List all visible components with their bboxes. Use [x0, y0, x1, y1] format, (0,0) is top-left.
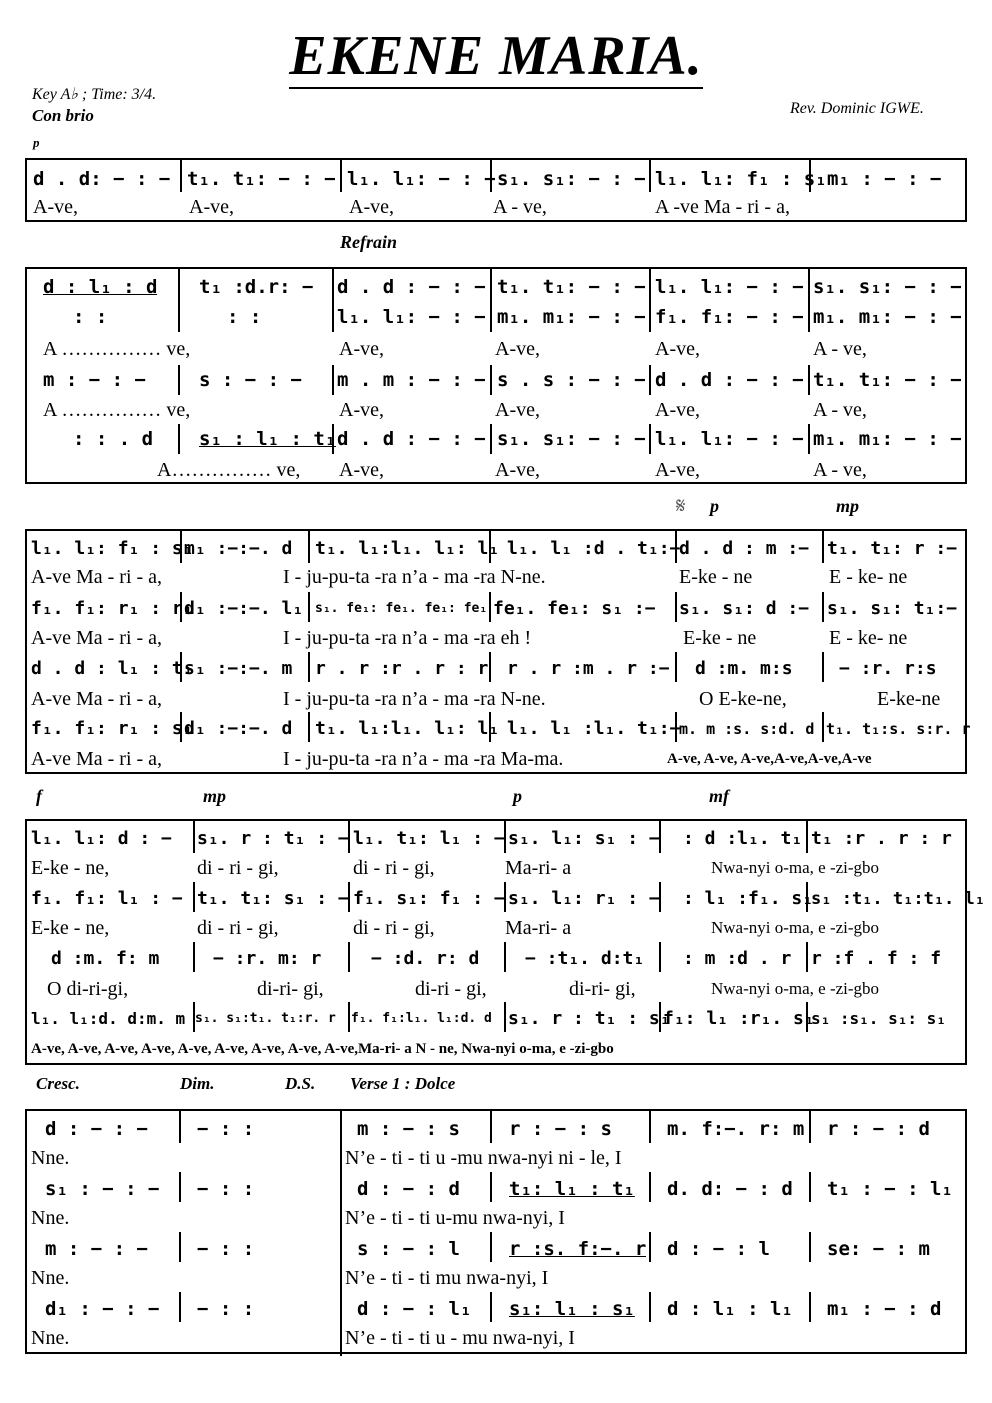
note-measure: m . m : − : − [337, 369, 486, 391]
lyric: A-ve Ma - ri - a, [31, 748, 163, 770]
notes-row [27, 365, 965, 395]
notes-row [27, 654, 965, 684]
note-measure: l₁. l₁: d : − [31, 828, 172, 849]
lyric: A - ve, [813, 338, 867, 360]
dim-label: Dim. [180, 1074, 215, 1093]
note-measure: : : [73, 306, 108, 328]
lyric: A-ve, A-ve, A-ve,A-ve,A-ve,A-ve [667, 751, 872, 767]
lyrics-row [27, 853, 965, 883]
note-measure: − : : [197, 1298, 255, 1320]
note-measure: d . d : − : − [655, 369, 804, 391]
lyrics-row [27, 192, 965, 222]
note-measure: − : : [197, 1118, 255, 1140]
cresc-label: Cresc. [36, 1074, 80, 1093]
lyric: A …………… ve, [43, 399, 191, 421]
note-measure: f₁: l₁ :r₁. s₁ [663, 1008, 815, 1029]
note-measure: t₁. t₁: − : − [187, 168, 336, 190]
note-measure: : m :d . r [683, 948, 792, 969]
note-measure: − :r. r:s [839, 658, 937, 679]
note-measure: f₁. s₁: f₁ : − [353, 888, 505, 909]
note-measure: s₁. l₁: r₁ : − [508, 888, 660, 909]
segno-icon: 𝄋 [676, 494, 686, 519]
note-measure: d . d : l₁ : t₁ [31, 658, 194, 679]
note-measure: r : − : s [509, 1118, 612, 1140]
note-measure: t₁. t₁: s₁ : − [197, 888, 349, 909]
lyric: A-ve, A-ve, A-ve, A-ve, A-ve, A-ve, A-ve, A-ve, A-ve,Ma-ri- a N - ne, Nwa-nyi o-ma, e -zi-gbo [31, 1041, 614, 1057]
lyric: A-ve, [349, 196, 394, 218]
dynamic-intro: p [33, 135, 40, 150]
note-measure: f₁. f₁:l₁. l₁:d. d [351, 1011, 492, 1026]
note-measure: l₁. l₁: − : − [655, 276, 804, 298]
lyric: Nne. [31, 1147, 70, 1169]
notes-row [27, 1174, 965, 1204]
note-measure: t₁. t₁: − : − [497, 276, 646, 298]
note-measure: t₁ : − : l₁ [827, 1178, 953, 1200]
lyric: O di-ri-gi, [47, 978, 129, 1000]
ds-label: D.S. [285, 1074, 316, 1093]
note-measure: d : − : l [667, 1238, 770, 1260]
lyric: I - ju-pu-ta -ra n’a - ma -ra Ma-ma. [283, 748, 564, 770]
note-measure: s₁ :−:−. m [184, 658, 293, 679]
notes-row [27, 884, 985, 914]
lyric: A-ve, [655, 399, 700, 421]
lyric: Ma-ri- a [505, 857, 572, 879]
lyrics-row [27, 395, 965, 425]
lyrics-row [27, 334, 965, 364]
lyrics-row [27, 913, 965, 943]
lyric: A-ve, [339, 399, 384, 421]
lyric: di-ri- gi, [569, 978, 636, 1000]
lyric: E-ke - ne [683, 627, 757, 649]
note-measure: m₁. m₁: − : − [813, 428, 962, 450]
lyric: N’e - ti - ti u -mu nwa-nyi ni - le, I [345, 1147, 622, 1169]
note-measure: s₁ : l₁ : t₁ [199, 428, 337, 450]
lyric: A …………… ve, [43, 338, 191, 360]
note-measure: m₁. m₁: − : − [497, 306, 646, 328]
note-measure: m. m :s. s:d. d [679, 720, 815, 738]
lyric: E-ke - ne, [31, 917, 110, 939]
note-measure: f₁. f₁: r₁ : r₁ [31, 598, 194, 619]
lyric: E-ke - ne, [31, 857, 110, 879]
note-measure: f₁. f₁: l₁ : − [31, 888, 183, 909]
note-measure: t₁ :d.r: − [199, 276, 314, 298]
lyric: A-ve, [495, 399, 540, 421]
lyrics-row [27, 1323, 965, 1353]
lyric: Nwa-nyi o-ma, e -zi-gbo [711, 918, 880, 937]
note-measure: s₁. s₁: − : − [497, 428, 646, 450]
lyric: E - ke- ne [829, 566, 908, 588]
notes-row [27, 1294, 965, 1324]
note-measure: d : − : d [357, 1178, 460, 1200]
note-measure: m : − : s [357, 1118, 460, 1140]
note-measure: d₁ :−:−. l₁ [184, 598, 304, 619]
notes-row [27, 272, 965, 302]
lyric: A-ve, [189, 196, 234, 218]
lyric: A - ve, [493, 196, 547, 218]
note-measure: fe₁. fe₁: s₁ :− [493, 598, 656, 619]
lyric: di - ri - gi, [197, 917, 279, 939]
lyric: I - ju-pu-ta -ra n’a - ma -ra N-ne. [283, 566, 546, 588]
dynamic-mf: mf [709, 786, 729, 806]
lyric: N’e - ti - ti u - mu nwa-nyi, I [345, 1327, 575, 1349]
note-measure: l₁. l₁: f₁ : s₁ [655, 168, 827, 190]
dynamic-p: p [513, 786, 522, 806]
note-measure: l₁. l₁: − : − [655, 428, 804, 450]
note-measure: d : − : l₁ [357, 1298, 472, 1320]
note-measure: s₁. fe₁: fe₁. fe₁: fe₁ [315, 601, 488, 616]
lyrics-row [27, 1203, 965, 1233]
notes-row [27, 164, 965, 194]
notes-row [27, 594, 965, 624]
note-measure: l₁. l₁ :l₁. t₁:− [507, 718, 681, 739]
section-verse-1 [25, 1109, 967, 1354]
note-measure: d₁ : − : − [45, 1298, 160, 1320]
notes-row [27, 424, 965, 454]
lyric: Nne. [31, 1267, 70, 1289]
note-measure: m : − : − [45, 1238, 148, 1260]
note-measure: s₁. r : t₁ : − [197, 828, 349, 849]
lyric: E-ke-ne [877, 688, 941, 710]
notes-row [27, 1004, 965, 1034]
lyric: Nwa-nyi o-ma, e -zi-gbo [711, 858, 880, 877]
note-measure: t₁: l₁ : t₁ [509, 1178, 635, 1200]
lyric: A-ve, [655, 459, 700, 481]
refrain-label: Refrain [340, 232, 398, 252]
note-measure: m : − : − [43, 369, 146, 391]
note-measure: − :t₁. d:t₁ [525, 948, 645, 969]
note-measure: : : [227, 306, 262, 328]
note-measure: f₁. f₁: − : − [655, 306, 804, 328]
lyric: A-ve, [33, 196, 78, 218]
note-measure: m₁ :−:−. d [184, 538, 293, 559]
note-measure: t₁. l₁:l₁. l₁: l₁ [315, 718, 500, 739]
note-measure: s . s : − : − [497, 369, 646, 391]
note-measure: m₁. m₁: − : − [813, 306, 962, 328]
notes-row [27, 1234, 965, 1264]
note-measure: d . d: − : − [33, 168, 171, 190]
lyrics-row [27, 1034, 965, 1064]
notes-row [27, 714, 971, 744]
section-refrain [25, 267, 967, 484]
lyric: A…………… ve, [157, 459, 301, 481]
note-measure: r . r :m . r :− [507, 658, 670, 679]
note-measure: d₁ :−:−. d [184, 718, 293, 739]
dynamic-mp: mp [203, 786, 227, 806]
lyric: A-ve Ma - ri - a, [31, 566, 163, 588]
note-measure: s : − : l [357, 1238, 460, 1260]
lyrics-row [27, 974, 965, 1004]
lyric: A-ve, [495, 338, 540, 360]
note-measure: s₁ :t₁. t₁:t₁. l₁ [811, 889, 985, 909]
note-measure: s₁. r : t₁ : s₁ [508, 1008, 671, 1029]
note-measure: t₁ :r . r : r [811, 828, 952, 849]
lyric: Nwa-nyi o-ma, e -zi-gbo [711, 979, 880, 998]
lyric: di-ri- gi, [257, 978, 324, 1000]
note-measure: t₁. t₁:s. s:r. r [826, 720, 971, 738]
lyric: di-ri - gi, [415, 978, 487, 1000]
note-measure: s₁. s₁: − : − [813, 276, 962, 298]
note-measure: r :f . f : f [811, 948, 942, 969]
note-measure: d . d : m :− [679, 538, 810, 559]
note-measure: s₁. s₁: d :− [679, 598, 810, 619]
lyric: di - ri - gi, [197, 857, 279, 879]
lyric: A-ve, [655, 338, 700, 360]
note-measure: s₁ : − : − [45, 1178, 160, 1200]
note-measure: l₁. l₁: − : − [347, 168, 496, 190]
lyrics-row [27, 744, 965, 774]
note-measure: r :s. f:−. r [509, 1238, 647, 1260]
lyric: A - ve, [813, 459, 867, 481]
lyric: Nne. [31, 1207, 70, 1229]
lyric: Ma-ri- a [505, 917, 572, 939]
dynamic-p: p [710, 496, 719, 516]
notes-row [27, 944, 965, 974]
note-measure: l₁. l₁:d. d:m. m [31, 1009, 186, 1028]
lyric: di - ri - gi, [353, 917, 435, 939]
note-measure: s₁. s₁: t₁:− [827, 598, 958, 619]
note-measure: − : : [197, 1238, 255, 1260]
lyrics-row [27, 623, 965, 653]
note-measure: l₁. l₁: f₁ : s₁ [31, 538, 194, 559]
note-measure: t₁. t₁: r :− [827, 538, 958, 559]
lyric: N’e - ti - ti u-mu nwa-nyi, I [345, 1207, 565, 1229]
lyrics-row [27, 562, 965, 592]
section-intro [25, 158, 967, 222]
lyric: O E-ke-ne, [699, 688, 787, 710]
note-measure: d. d: − : d [667, 1178, 793, 1200]
note-measure: m₁ : − : d [827, 1298, 942, 1320]
note-measure: d : l₁ : l₁ [667, 1298, 793, 1320]
note-measure: : l₁ :f₁. s₁ [683, 888, 814, 909]
lyrics-row [27, 684, 965, 714]
lyrics-row [27, 1263, 965, 1293]
note-measure: − :r. m: r [213, 948, 322, 969]
lyric: E - ke- ne [829, 627, 908, 649]
note-measure: s : − : − [199, 369, 302, 391]
lyric: A-ve Ma - ri - a, [31, 688, 163, 710]
note-measure: d :m. m:s [695, 658, 793, 679]
lyric: N’e - ti - ti mu nwa-nyi, I [345, 1267, 549, 1289]
lyric: E-ke - ne [679, 566, 753, 588]
dynamic-f: f [36, 786, 42, 806]
note-measure: f₁. f₁: r₁ : s₁ [31, 718, 194, 739]
note-measure: se: − : m [827, 1238, 930, 1260]
note-measure: s₁. s₁:t₁. t₁:r. r [195, 1011, 336, 1026]
note-measure: m₁ : − : − [827, 168, 942, 190]
lyric: A-ve, [339, 338, 384, 360]
note-measure: d . d : − : − [337, 428, 486, 450]
note-measure: s₁. l₁: s₁ : − [508, 828, 660, 849]
lyric: Nne. [31, 1327, 70, 1349]
section-verse-b [25, 819, 985, 1065]
note-measure: r . r :r . r : r [315, 658, 489, 679]
tempo-marking: Con brio [32, 106, 94, 125]
section-verse-a [25, 529, 971, 774]
dynamic-mp: mp [836, 496, 860, 516]
notes-row [27, 534, 965, 564]
lyric: A -ve Ma - ri - a, [655, 196, 790, 218]
note-measure: s₁ :s₁. s₁: s₁ [811, 1009, 946, 1028]
key-time-signature: Key A♭ ; Time: 3/4. [32, 86, 157, 103]
note-measure: d : l₁ : d [43, 276, 158, 298]
notes-row [27, 1114, 965, 1144]
note-measure: d : − : − [45, 1118, 148, 1140]
note-measure: m. f:−. r: m [667, 1118, 805, 1140]
lyric: A-ve Ma - ri - a, [31, 627, 163, 649]
note-measure: t₁. l₁:l₁. l₁: l₁ [315, 538, 500, 559]
verse-label: Verse 1 : Dolce [350, 1074, 456, 1093]
song-title: EKENE MARIA. [289, 25, 703, 87]
note-measure: l₁. t₁: l₁ : − [353, 828, 505, 849]
lyrics-row [27, 1143, 965, 1173]
lyric: A-ve, [339, 459, 384, 481]
note-measure: s₁: l₁ : s₁ [509, 1298, 635, 1320]
note-measure: − :d. r: d [371, 948, 480, 969]
note-measure: t₁. t₁: − : − [813, 369, 962, 391]
lyric: A - ve, [813, 399, 867, 421]
note-measure: l₁. l₁: − : − [337, 306, 486, 328]
lyric: A-ve, [495, 459, 540, 481]
note-measure: l₁. l₁ :d . t₁:− [507, 538, 681, 559]
note-measure: s₁. s₁: − : − [497, 168, 646, 190]
note-measure: − : : [197, 1178, 255, 1200]
lyric: I - ju-pu-ta -ra n’a - ma -ra N-ne. [283, 688, 546, 710]
note-measure: r : − : d [827, 1118, 930, 1140]
lyric: di - ri - gi, [353, 857, 435, 879]
note-measure: : d :l₁. t₁ [683, 828, 803, 849]
lyrics-row [27, 455, 965, 485]
lyric: I - ju-pu-ta -ra n’a - ma -ra eh ! [283, 627, 532, 649]
note-measure: : : . d [73, 428, 154, 450]
note-measure: d . d : − : − [337, 276, 486, 298]
notes-row [27, 824, 965, 854]
note-measure: d :m. f: m [51, 948, 160, 969]
composer: Rev. Dominic IGWE. [790, 100, 924, 117]
notes-row [27, 302, 965, 332]
